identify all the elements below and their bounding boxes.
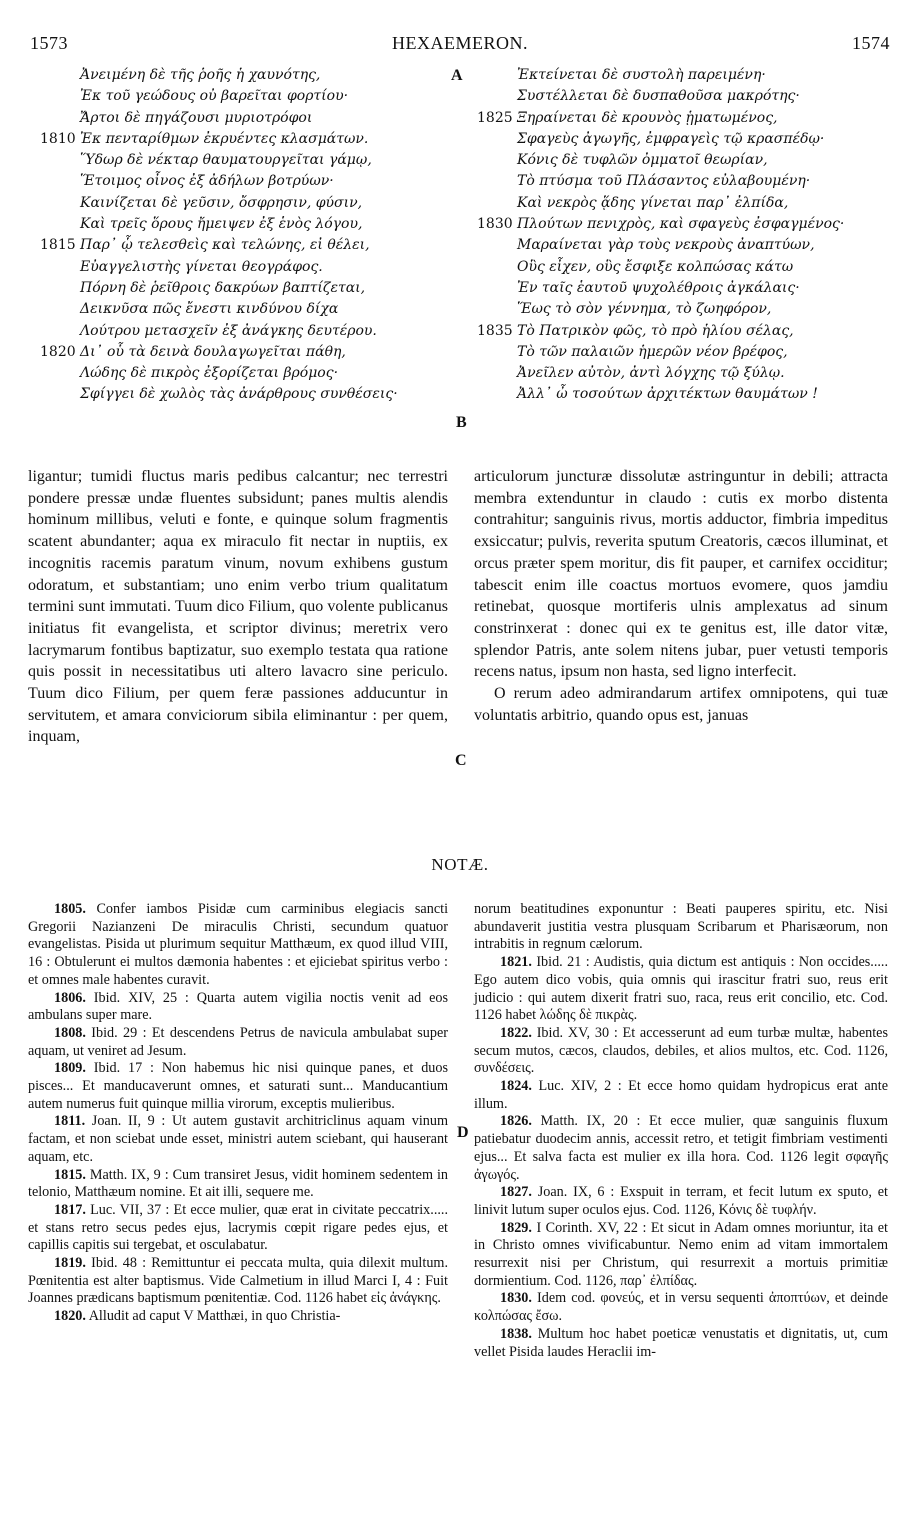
verse-text: Ἕτοιμος οἶνος ἐξ ἀδήλων βοτρύων· (80, 173, 334, 190)
note-text: Confer iambos Pisidæ cum carminibus elegiacis sancti Gregorii Nazianzeni De miraculis Christi, secundum quatuor evangelistas. Pisida ut plurimum sequitur Matthæum, ex quod illud VIII, 16 : Obtulerunt ei multos dæmonia habentes : et ejiciebat spiritus verbo : et omnes male habentes curavit. (28, 901, 449, 988)
verse-text: Ἀνεῖλεν αὐτὸν, ἀντὶ λόγχης τῷ ξύλῳ. (517, 365, 785, 382)
note-text: Joan. II, 9 : Ut autem gustavit architriclinus aquam vinum factam, et non sciebat unde esset, ministri autem sciebant, qui hauserant aquam, etc. (28, 1113, 448, 1165)
note-entry (474, 901, 888, 954)
note-entry (474, 1113, 888, 1184)
line-number: 1830 (477, 216, 513, 233)
note-text: Matth. IX, 9 : Cum transiret Jesus, vidit hominem sedentem in telonio, Matthæum nomine. Et ait illi, sequere me. (28, 1166, 448, 1201)
verse-line (477, 321, 844, 342)
verse-line (80, 214, 398, 235)
note-entry (28, 1060, 448, 1113)
verse-line (80, 171, 398, 192)
note-number: 1819. (54, 1255, 86, 1272)
note-number: 1808. (54, 1024, 86, 1041)
line-number: 1835 (477, 322, 513, 339)
verse-text: Δεικνῦσα πῶς ἔνεστι κινδύνου δίχα (80, 301, 339, 318)
verse-line (477, 214, 845, 235)
verse-line (517, 384, 844, 405)
note-entry (474, 1290, 888, 1325)
note-number: 1821. (500, 954, 532, 971)
verse-line (517, 299, 844, 320)
verse-text: Καὶ τρεῖς ὅρους ἤμειψεν ἐξ ἑνὸς λόγου, (80, 216, 363, 233)
line-number: 1815 (40, 237, 76, 254)
verse-line (80, 278, 398, 299)
running-title: HEXAEMERON. (392, 33, 528, 53)
page-number-left: 1573 (30, 33, 68, 53)
latin-translation-left (28, 466, 448, 748)
greek-verses-right (477, 65, 845, 406)
verse-line (517, 65, 844, 86)
verse-text: Δι᾽ οὗ τὰ δεινὰ δουλαγωγεῖται πάθη, (80, 343, 346, 360)
verse-text: Πλούτων πενιχρὸς, καὶ σφαγεὺς ἐσφαγμένος· (517, 216, 845, 233)
verse-line (80, 65, 398, 86)
note-entry (28, 990, 448, 1025)
verse-line (80, 86, 398, 107)
verse-text: Ἀνειμένη δὲ τῆς ῥοῆς ἡ χαυνότης, (80, 67, 321, 83)
verse-line (40, 235, 398, 256)
note-entry (474, 1078, 888, 1113)
margin-marker-a: A (451, 67, 463, 84)
note-text: norum beatitudines exponuntur : Beati pauperes spiritu, etc. Nisi abundaverit justitia vestra plusquam Scribarum et Pharisæorum, non intrabitis in regnum cælorum. (474, 901, 888, 953)
note-text: Ibid. 48 : Remittuntur ei peccata multa, quia dilexit multum. Pœnitentia est alter baptismus. Vide Calmetium in illud Marci I, 4 : Fuit Joannes prædicans baptismum pœnitentiæ. Cod. 1126 habet εἰς ἀνάγκης. (28, 1255, 448, 1307)
latin-paragraph: ligantur; tumidi fluctus maris pedibus calcantur; nec terrestri pondere pressæ undæ fluentes subsidunt; panes multis alendis hominum millibus, veluti e fonte, e quinque solum fragmentis scatent abundanter; aqua ex miraculo fit nectar in nuptiis, ex incognitis racemis paratum vinum, novum exhibens gustum odoratum, et substantiam; uno enim verbo trium qualitatum termini sunt immutati. Tuum dico Filium, quo volente publicanus initiatus fit evangelista, et scriptor divinus; meretrix vero lacrymarum fontibus baptizatur, suo exemplo testata qua ratione quis possit in necessitatibus uti altero lavacro sine periculo. Tuum dico Filium, per quem feræ passiones adducuntur in servitutem, et amara conviciorum sibila eliminantur : per quem, inquam, (28, 468, 448, 746)
note-text: Luc. XIV, 2 : Et ecce homo quidam hydropicus erat ante illum. (474, 1078, 889, 1112)
verse-text: Ἐν ταῖς ἑαυτοῦ ψυχολέθροις ἀγκάλαις· (517, 279, 800, 296)
notes-heading: NOTÆ. (431, 855, 489, 874)
note-text: Ibid. 17 : Non habemus hic nisi quinque panes, et duos pisces... Et manducaverunt omnes, et saturati sunt... Manducantium autem numerus fuit quinque millia virorum, exceptis mulieribus. (28, 1060, 448, 1112)
note-entry (28, 1025, 448, 1060)
note-entry (28, 1113, 448, 1166)
note-entry (28, 1202, 448, 1255)
verse-line (517, 193, 844, 214)
note-text: Idem cod. φονεύς, et in versu sequenti ἀποπτύων, et deinde κολπώσας ἔσω. (474, 1290, 889, 1325)
verse-text: Εὐαγγελιστὴς γίνεται θεογράφος. (80, 258, 323, 275)
verse-line (40, 129, 398, 150)
note-text: Matth. IX, 20 : Et ecce mulier, quæ sanguinis fluxum patiebatur duodecim annis, accessit retro, et tetigit fimbriam vestimenti ejus... Et salva facta est mulier ex illa hora. Cod. 1126 legit σφαγῆς ἀγωγός. (474, 1113, 889, 1183)
verse-text: Σφαγεὺς ἀγωγῆς, ἐμφραγεὶς τῷ κρασπέδῳ· (517, 130, 825, 147)
note-number: 1829. (500, 1219, 532, 1236)
verse-line (80, 193, 398, 214)
line-number: 1825 (477, 109, 513, 126)
line-number: 1820 (40, 343, 76, 360)
verse-line (80, 299, 398, 320)
note-entry (474, 1025, 888, 1078)
note-text: Ibid. 21 : Audistis, quia dictum est antiquis : Non occides..... Ego autem dico vobis, quia omnis qui irascitur fratri suo, reus erit judicio : qui autem dixerit fratri suo, raca, reus erit concilio, etc. Cod. 1126 habet λώδης δὲ πικρὰς. (474, 954, 889, 1024)
verse-text: Ἀλλ᾽ ὦ τοσούτων ἀρχιτέκτων θαυμάτων ! (517, 386, 818, 403)
note-number: 1811. (54, 1113, 86, 1130)
note-text: Ibid. XV, 30 : Et accesserunt ad eum turbæ multæ, habentes secum mutos, cæcos, claudos, debiles, et alios multos, etc. Cod. 1126, συνδέσεις. (474, 1024, 888, 1077)
note-entry (474, 954, 888, 1025)
note-text: Ibid. 29 : Et descendens Petrus de navicula ambulabat super aquam, ut veniret ad Jesum. (28, 1024, 448, 1059)
note-entry (28, 1308, 448, 1326)
verse-line (517, 171, 844, 192)
note-entry (28, 1255, 448, 1308)
verse-text: Πόρνη δὲ ῥεῖθροις δακρύων βαπτίζεται, (80, 279, 366, 296)
note-number: 1830. (500, 1290, 532, 1307)
note-entry (474, 1184, 888, 1219)
note-number: 1817. (54, 1201, 86, 1218)
latin-paragraph: O rerum adeo admirandarum artifex omnipotens, qui tuæ voluntatis arbitrio, quando opus est, januas (474, 685, 888, 724)
note-text: Luc. VII, 37 : Et ecce mulier, quæ erat in civitate peccatrix..... et stans retro secus pedes ejus, lacrymis cœpit rigare pedes ejus, et capillis capitis sui tergebat, et osculabatur. (28, 1201, 449, 1254)
verse-text: Ξηραίνεται δὲ κρουνὸς ᾑματωμένος, (517, 109, 778, 126)
verse-text: Λούτρου μετασχεῖν ἐξ ἀνάγκης δευτέρου. (80, 322, 377, 339)
verse-text: Τὸ Πατρικὸν φῶς, τὸ πρὸ ἡλίου σέλας, (517, 322, 794, 339)
verse-text: Τὸ πτύσμα τοῦ Πλάσαντος εὐλαβουμένη· (517, 173, 811, 190)
note-text: I Corinth. XV, 22 : Et sicut in Adam omnes moriuntur, ita et in Christo omnes vivificabuntur. Nemo enim ad vitam immortalem resurrexit nisi per Christum, qui resurrexit a mortuis primitiæ dormientium. Cod. 1126, παρ᾽ ἐλπίδας. (474, 1219, 888, 1289)
verse-text: Ἄρτοι δὲ πηγάζουσι μυριοτρόφοι (80, 109, 313, 126)
notes-column-right (474, 901, 888, 1361)
verse-line (80, 150, 398, 171)
note-number: 1826. (500, 1113, 532, 1130)
verse-line (40, 342, 398, 363)
verse-text: Οὓς εἶχεν, οὓς ἔσφιξε κολπώσας κάτω (517, 258, 794, 275)
verse-line (517, 235, 844, 256)
verse-text: Σφίγγει δὲ χωλὸς τὰς ἀνάρθρους συνθέσεις· (80, 386, 398, 403)
note-number: 1805. (54, 901, 86, 917)
latin-paragraph: articulorum juncturæ dissolutæ astringuntur in debili; attracta membra extenduntur in claudo : cutis ex morbo distenta contrahitur; sanguinis rivus, mortis adductor, fimbria impeditus exsiccatur; pulvis, reverita sputum Creatoris, cæcos illuminat, et orcus præter spem moritur, dis fit pauper, et carnifex occiditur; tabescit enim ille coactus mortuos evomere, quos jamdiu retinebat, quosque mortiferis ulnis amplexatus ad sinum constrinxerat : donec qui ex te genitus est, ille dator vitæ, splendor Patris, ante solem nitens jubar, puer vetusti temporis recens natus, ipsum non hasta, sed ligno interfecit. (474, 468, 888, 681)
verse-line (80, 384, 398, 405)
note-text: Ibid. XIV, 25 : Quarta autem vigilia noctis venit ad eos ambulans super mare. (28, 989, 449, 1024)
margin-marker-b: B (456, 414, 467, 431)
verse-text: Ἐκ τοῦ γεώδους οὐ βαρεῖται φορτίου· (80, 88, 349, 105)
note-entry (474, 1326, 888, 1361)
greek-verses-left (40, 65, 398, 406)
verse-text: Συστέλλεται δὲ δυσπαθοῦσα μακρότης· (517, 88, 800, 105)
note-text: Joan. IX, 6 : Exspuit in terram, et fecit lutum ex sputo, et linivit lutum super oculos ejus. Cod. 1126, Κόνις δὲ τυφλήν. (474, 1184, 888, 1218)
verse-line (517, 278, 844, 299)
note-number: 1806. (54, 989, 86, 1006)
verse-line (517, 150, 844, 171)
note-number: 1827. (500, 1184, 532, 1201)
note-text: Alludit ad caput V Matthæi, in quo Christia- (88, 1308, 341, 1325)
note-number: 1824. (500, 1078, 532, 1095)
verse-line (477, 108, 844, 129)
margin-marker-d: D (457, 1124, 469, 1141)
verse-line (80, 108, 398, 129)
page-number-right: 1574 (852, 33, 890, 53)
notes-column-left (28, 901, 448, 1326)
verse-text: Μαραίνεται γὰρ τοὺς νεκροὺς ἀναπτύων, (517, 237, 815, 254)
verse-line (517, 363, 844, 384)
note-text: Multum hoc habet poeticæ venustatis et dignitatis, ut, cum vellet Pisida laudes Heraclii im- (474, 1325, 889, 1360)
note-number: 1815. (54, 1166, 86, 1183)
verse-line (80, 363, 398, 384)
verse-text: Ὕδωρ δὲ νέκταρ θαυματουργεῖται γάμῳ, (80, 152, 372, 169)
verse-line (517, 257, 844, 278)
note-number: 1809. (54, 1060, 86, 1077)
verse-text: Ἕως τὸ σὸν γέννημα, τὸ ζωηφόρον, (517, 301, 772, 318)
note-entry (474, 1220, 888, 1291)
verse-line (517, 342, 844, 363)
note-number: 1820. (54, 1308, 86, 1325)
verse-text: Καινίζεται δὲ γεῦσιν, ὄσφρησιν, φύσιν, (80, 194, 363, 211)
verse-line (517, 86, 844, 107)
verse-text: Ἐκτείνεται δὲ συστολὴ παρειμένη· (517, 67, 766, 83)
verse-text: Καὶ νεκρὸς ᾅδης γίνεται παρ᾽ ἐλπίδα, (517, 194, 789, 211)
note-number: 1822. (500, 1024, 532, 1041)
latin-translation-right (474, 466, 888, 726)
note-number: 1838. (500, 1325, 532, 1342)
verse-text: Τὸ τῶν παλαιῶν ἡμερῶν νέον βρέφος, (517, 343, 788, 360)
verse-line (517, 129, 844, 150)
line-number: 1810 (40, 130, 76, 147)
note-entry (28, 901, 448, 990)
verse-line (80, 321, 398, 342)
verse-line (80, 257, 398, 278)
verse-text: Λώδης δὲ πικρὸς ἐξορίζεται βρόμος· (80, 365, 339, 382)
margin-marker-c: C (455, 752, 467, 769)
verse-text: Κόνις δὲ τυφλῶν ὀμματοῖ θεωρίαν, (517, 152, 768, 169)
verse-text: Παρ᾽ ᾧ τελεσθεὶς καὶ τελώνης, εἰ θέλει, (80, 237, 370, 254)
verse-text: Ἐκ πενταρίθμων ἐκρυέντες κλασμάτων. (80, 130, 369, 147)
note-entry (28, 1167, 448, 1202)
